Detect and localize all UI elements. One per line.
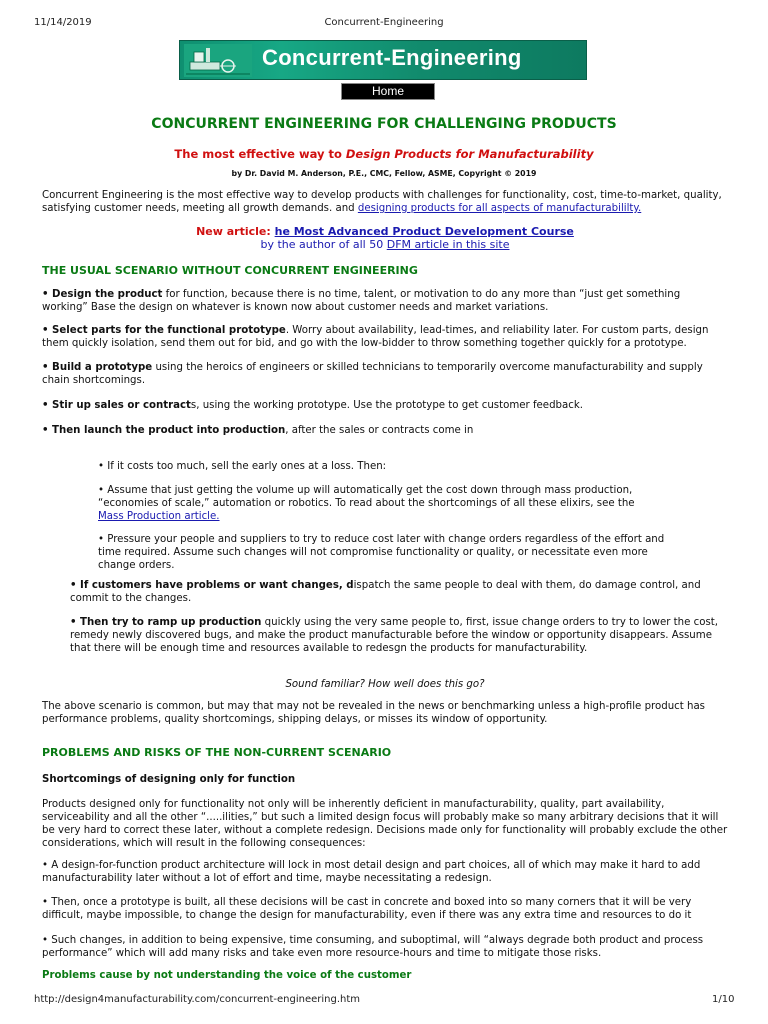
dfm-articles-link[interactable]: DFM article in this site (386, 238, 510, 251)
new-article-line (42, 225, 728, 238)
list-item (42, 399, 728, 412)
list-item (42, 361, 728, 387)
site-banner (179, 40, 587, 80)
author-line-prefix: by the author of all 50 (260, 238, 387, 251)
home-button[interactable]: Home (341, 83, 435, 100)
bullet-bold: • Select parts for the functional prototype (42, 325, 286, 336)
footer-page-number: 1/10 (712, 994, 735, 1005)
bullet-text: for function, because there is no time, talent, or motivation to do any more than “just get something working” Base the design on whatever is known now about customer needs and market variations. (42, 289, 681, 313)
bullet-bold: • If customers have problems or want changes, d (70, 580, 354, 591)
paragraph-function: Products designed only for functionality not only will be inherently deficient in manufacturability, quality, part availability, serviceability and all the other “.....ilities,” but such a limited design focus will probably make so many arbitrary decisions that it will be very hard to correct these later, without a complete redesign. Decisions made only for functionality will probably exclude the other considerations, which will result in the following consequences: (42, 799, 728, 849)
sub-list-item (98, 484, 658, 523)
section-heading-problems: PROBLEMS AND RISKS OF THE NON-CURRENT SCENARIO (42, 746, 392, 759)
sound-familiar-text: Sound familiar? How well does this go? (285, 679, 485, 690)
bullet-bold: • Build a prototype (42, 362, 153, 373)
page-subtitle (0, 147, 768, 161)
subtitle-emphasis: Design Products for Manufacturability (345, 147, 594, 161)
list-item: • A design-for-function product architecture will lock in most detail design and part choices, all of which may make it hard to add manufacturability later without a lot of effort and time, maybe necessitating a redesign. (42, 860, 701, 884)
author-line (42, 238, 728, 251)
page-heading: CONCURRENT ENGINEERING FOR CHALLENGING PRODUCTS (151, 116, 617, 132)
print-title: Concurrent-Engineering (324, 17, 444, 28)
list-item: • Then, once a prototype is built, all these decisions will be cast in concrete and boxed into so many corners that it will be very difficult, maybe impossible, to change the design for manufacturability, even if there was any extra time and resources to do it (42, 897, 692, 921)
bullet-bold: • Stir up sales or contract (42, 400, 191, 411)
bullet-bold: • Then try to ramp up production (70, 617, 262, 628)
bullet-bold: • Then launch the product into production (42, 425, 286, 436)
intro-paragraph (42, 189, 728, 215)
subtitle-prefix: The most effective way to (174, 147, 346, 161)
byline: by Dr. David M. Anderson, P.E., CMC, Fellow, ASME, Copyright © 2019 (231, 169, 537, 178)
scenario-paragraph: The above scenario is common, but may that may not be revealed in the news or benchmarking unless a high-profile product has performance problems, quality shortcomings, shipping delays, or misses its window of opportunity. (42, 701, 705, 725)
list-item: • Such changes, in addition to being expensive, time consuming, and suboptimal, will “always degrade both product and process performance” which will add many risks and take even more resource-hours and time to mitigate those risks. (42, 935, 704, 959)
new-article-link[interactable]: he Most Advanced Product Development Course (274, 225, 574, 238)
intro-text: Concurrent Engineering is the most effective way to develop products with challenges for functionality, cost, time-to-market, quality, satisfying customer needs, meeting all growth demands. and (42, 190, 722, 214)
list-item (42, 288, 728, 314)
bullet-text: using the heroics of engineers or skilled technicians to temporarily overcome manufacturability and supply chain shortcomings. (42, 362, 703, 386)
bullet-bold: • Design the product (42, 289, 163, 300)
new-article-label: New article: (196, 225, 275, 238)
list-item (42, 424, 728, 437)
subheading-function: Shortcomings of designing only for function (42, 774, 296, 785)
banner-title: Concurrent-Engineering (262, 45, 522, 70)
sub-list-item: • Pressure your people and suppliers to try to reduce cost later with change orders regardless of the effort and time required. Assume such changes will not compromise functionality or quality, or necessitate even more change orders. (98, 534, 665, 571)
bullet-text: , after the sales or contracts come in (285, 425, 474, 436)
bullet-text: . Worry about availability, lead-times, and reliability later. For custom parts, design them quickly isolation, send them out for bid, and go with the low-bidder to throw something together quickly for a prototype. (42, 325, 709, 349)
bullet-text: s, using the working prototype. Use the prototype to get customer feedback. (190, 400, 583, 411)
list-item (42, 324, 728, 350)
section-heading-usual-scenario: THE USUAL SCENARIO WITHOUT CONCURRENT ENGINEERING (42, 264, 418, 277)
mass-production-link[interactable]: Mass Production article. (98, 511, 220, 522)
sub-list-item: • If it costs too much, sell the early ones at a loss. Then: (98, 461, 387, 472)
footer-url: http://design4manufacturability.com/concurrent-engineering.htm (34, 994, 361, 1005)
intro-link[interactable]: designing products for all aspects of manufacturabililty. (357, 203, 642, 214)
print-date: 11/14/2019 (34, 17, 92, 28)
bullet-text: ispatch the same people to deal with them, do damage control, and commit to the changes. (70, 580, 701, 604)
machinery-logo-icon (184, 44, 252, 77)
sub-bullet-text: • Assume that just getting the volume up will automatically get the cost down through mass production, “economies of scale,” automation or robotics. To read about the shortcomings of all these elixirs, see the (98, 485, 635, 509)
bullet-text: quickly using the very same people to, first, issue change orders to try to lower the cost, remedy newly discovered bugs, and make the product manufacturable before the window or opportunity disappears. Assume that there will be enough time and resources available to redesgn the products for manufacturability. (70, 617, 718, 654)
list-item (70, 616, 720, 655)
subheading-voice-of-customer: Problems cause by not understanding the voice of the customer (42, 970, 412, 981)
list-item (70, 579, 720, 605)
